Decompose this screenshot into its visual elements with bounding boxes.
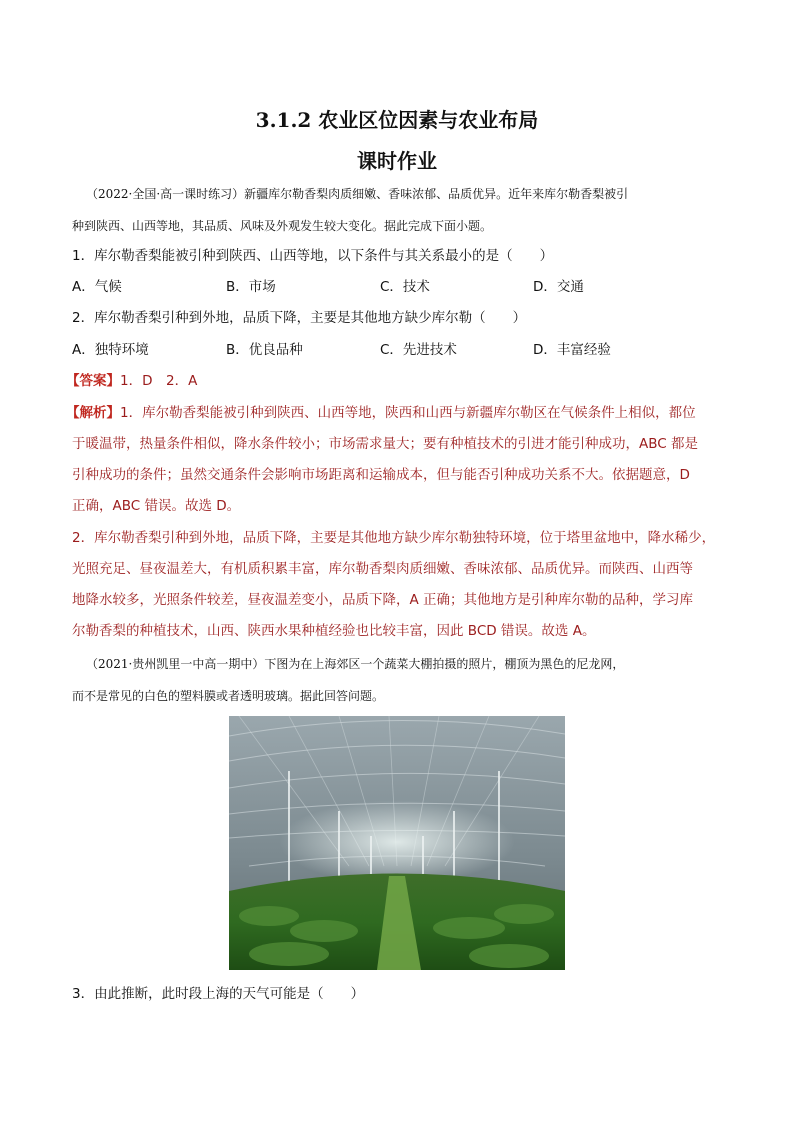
intro2-line1: （2021·贵州凯里一中高一期中）下图为在上海郊区一个蔬菜大棚拍摄的照片，棚顶为黑色的尼龙网， [86, 657, 625, 671]
analysis-p1-line4: 正确，ABC 错误。故选 D。 [72, 498, 241, 514]
question-1-option-a: A．气候 [72, 279, 122, 295]
question-1-option-c: C．技术 [380, 279, 430, 295]
intro1-line2: 种到陕西、山西等地，其品质、风味及外观发生较大变化。据此完成下面小题。 [72, 219, 493, 233]
answer-line [66, 371, 197, 391]
question-1-option-d: D．交通 [533, 279, 584, 295]
analysis-p2-line1: 2．库尔勒香梨引种到外地，品质下降，主要是其他地方缺少库尔勒独特环境，位于塔里盆地中，降水稀少， [72, 530, 716, 546]
answer-tag: 【答案】 [66, 373, 120, 389]
analysis-p2-line4: 尔勒香梨的种植技术，山西、陕西水果种植经验也比较丰富，因此 BCD 错误。故选 A。 [72, 623, 596, 639]
analysis-p1-line2: 于暖温带，热量条件相似，降水条件较小；市场需求量大；要有种植技术的引进才能引种成功，ABC 都是 [72, 436, 698, 452]
question-2-option-c: C．先进技术 [380, 342, 457, 358]
question-2-stem: 2．库尔勒香梨引种到外地，品质下降，主要是其他地方缺少库尔勒（ ） [72, 310, 527, 326]
intro1-line1: （2022·全国·高一课时练习）新疆库尔勒香梨肉质细嫩、香味浓郁、品质优异。近年来库尔勒香梨被引 [86, 187, 629, 201]
question-3-stem: 3．由此推断，此时段上海的天气可能是（ ） [72, 986, 365, 1002]
analysis-p1-line1: 1．库尔勒香梨能被引种到陕西、山西等地，陕西和山西与新疆库尔勒区在气候条件上相似，都位 [120, 405, 696, 421]
analysis-tag: 【解析】 [66, 405, 120, 421]
greenhouse-photo [229, 716, 565, 970]
question-2-option-d: D．丰富经验 [533, 342, 611, 358]
analysis-line-1 [66, 403, 696, 423]
page-subtitle: 课时作业 [357, 149, 437, 173]
answer-text: 1．D 2．A [120, 373, 198, 389]
analysis-p2-line2: 光照充足、昼夜温差大，有机质积累丰富，库尔勒香梨肉质细嫩、香味浓郁、品质优异。而陕西、山西等 [72, 561, 693, 577]
question-2-option-a: A．独特环境 [72, 342, 149, 358]
intro2-line2: 而不是常见的白色的塑料膜或者透明玻璃。据此回答问题。 [72, 689, 385, 703]
page-title: 3.1.2 农业区位因素与农业布局 [255, 108, 539, 132]
analysis-p2-line3: 地降水较多，光照条件较差，昼夜温差变小，品质下降，A 正确；其他地方是引种库尔勒的品种，学习库 [72, 592, 694, 608]
question-1-option-b: B．市场 [226, 279, 276, 295]
question-2-option-b: B．优良品种 [226, 342, 303, 358]
question-1-stem: 1．库尔勒香梨能被引种到陕西、山西等地，以下条件与其关系最小的是（ ） [72, 248, 554, 264]
analysis-p1-line3: 引种成功的条件；虽然交通条件会影响市场距离和运输成本，但与能否引种成功关系不大。依据题意，D [72, 467, 690, 483]
